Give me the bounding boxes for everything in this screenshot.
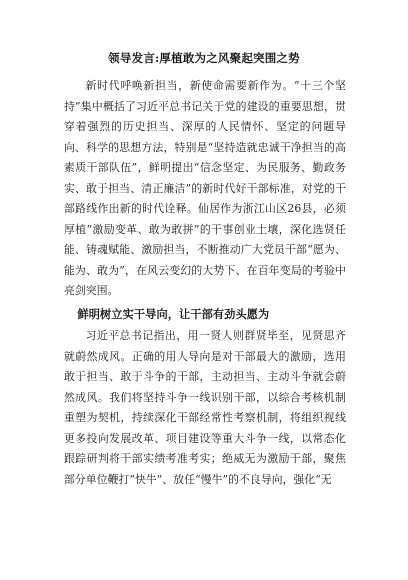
document-body xyxy=(64,76,346,490)
section-paragraph: 习近平总书记指出，用一贤人则群贤毕至，见贤思齐就蔚然成风。正确的用人导向是对干部最大的激励，选用敢于担当、敢于斗争的干部，主动担当、主动斗争就会蔚然成风。我们将坚持斗争一线识别干部，以综合考核机制重塑为契机，持续深化干部经常性考察机制，将组织视线更多投向发展改革、项目建设等重大斗争一线，以常态化跟踪研判将干部实绩考准考实；绝威无为激励干部，聚焦部分单位鞭打“快牛”、放任“慢牛”的不良导向，强化“无 xyxy=(64,329,346,486)
intro-paragraph: 新时代呼唤新担当，新使命需要新作为。“十三个坚持”集中概括了习近平总书记关于党的建设的重要思想，贯穿着强烈的历史担当、深厚的人民情怀、坚定的问题导向、科学的思想方法，特别是“坚持造就忠诚干净担当的高素质干部队伍”，鲜明提出“信念坚定、为民服务、勤政务实、敢于担当、清正廉洁”的新时代好干部标准，对党的干部路线作出新的时代诠释。仙居作为浙江山区26县，必须厚植“激励变革、敢为敢拼”的干事创业土壤，深化选贤任能、铸魂赋能、激励担当，不断推动广大党员干部“愿为、能为、敢为”，在风云变幻的大势下、在百年变局的考验中亮剑突围。 xyxy=(64,79,346,297)
document-title: 领导发言:厚植敢为之风聚起突围之势 xyxy=(108,51,300,65)
section-heading: 鲜明树立实干导向，让干部有劲头愿为 xyxy=(77,306,270,321)
